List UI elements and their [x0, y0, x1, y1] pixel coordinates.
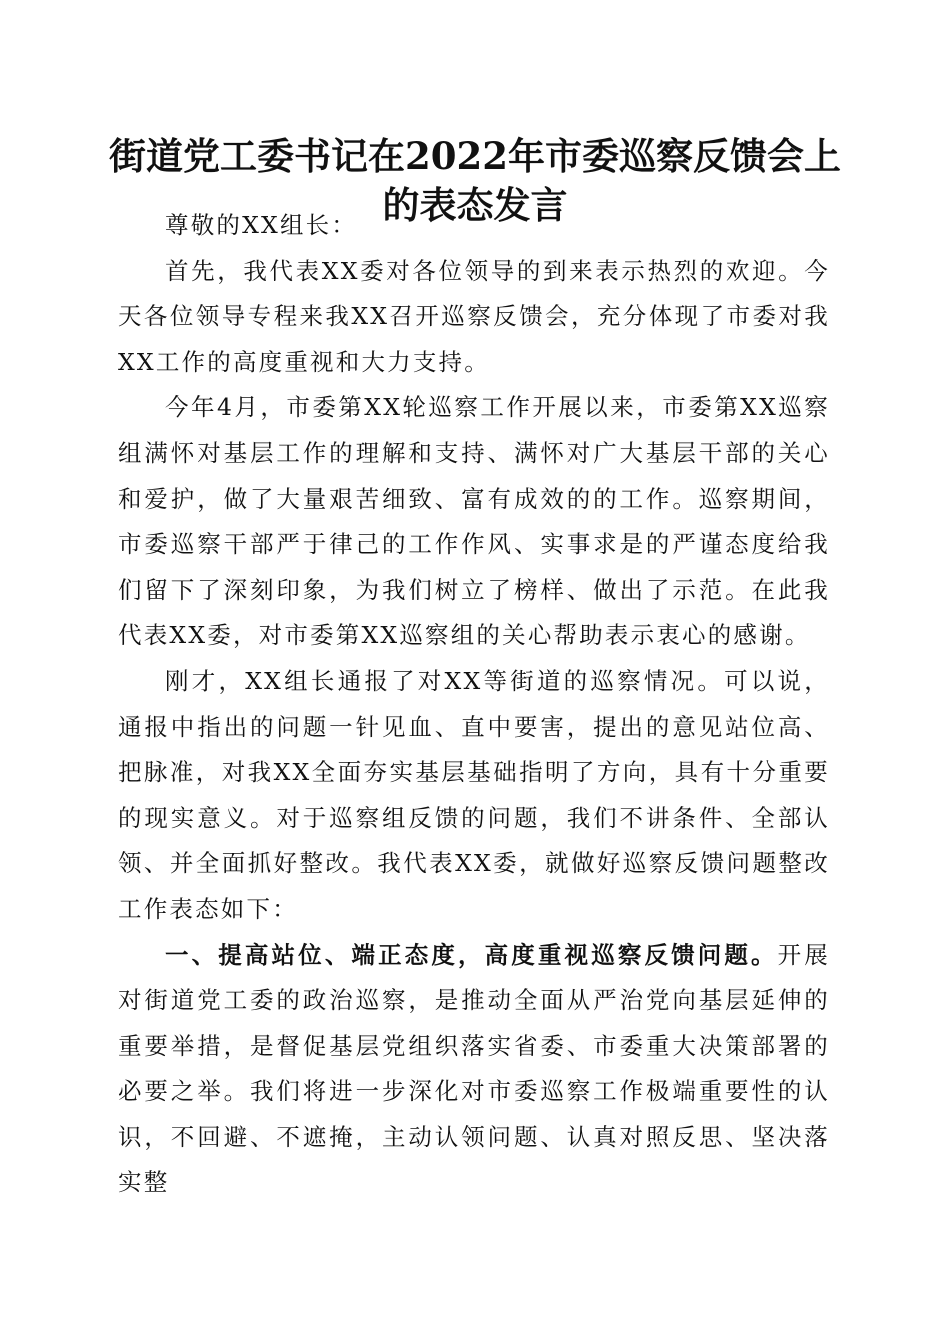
paragraph-1: 首先，我代表XX委对各位领导的到来表示热烈的欢迎。今天各位领导专程来我XX召开巡察反馈会，充分体现了市委对我XX工作的高度重视和大力支持。	[118, 256, 830, 376]
section-1-text: 开展对街道党工委的政治巡察，是推动全面从严治党向基层延伸的重要举措，是督促基层党组织落实省委、市委重大决策部署的必要之举。我们将进一步深化对市委巡察工作极端重要性的认识，不回避、不遮掩，主动认领问题、认真对照反思、坚决落实整	[118, 940, 830, 1197]
section-1-paragraph	[118, 933, 830, 1207]
paragraph-2: 今年4月，市委第XX轮巡察工作开展以来，市委第XX巡察组满怀对基层工作的理解和支持、满怀对广大基层干部的关心和爱护，做了大量艰苦细致、富有成效的的工作。巡察期间，市委巡察干部严于律己的工作作风、实事求是的严谨态度给我们留下了深刻印象，为我们树立了榜样、做出了示范。在此我代表XX委，对市委第XX巡察组的关心帮助表示衷心的感谢。	[118, 393, 830, 650]
paragraph-3: 刚才，XX组长通报了对XX等街道的巡察情况。可以说，通报中指出的问题一针见血、直中要害，提出的意见站位高、把脉准，对我XX全面夯实基层基础指明了方向，具有十分重要的现实意义。对于巡察组反馈的问题，我们不讲条件、全部认领、并全面抓好整改。我代表XX委，就做好巡察反馈问题整改工作表态如下：	[118, 666, 830, 923]
document-body	[118, 203, 830, 1206]
section-1-heading: 一、提高站位、端正态度，高度重视巡察反馈问题。	[165, 940, 778, 969]
salutation: 尊敬的XX组长：	[165, 211, 358, 239]
document-title: 街道党工委书记在2022年市委巡察反馈会上的表态发言	[109, 134, 841, 227]
